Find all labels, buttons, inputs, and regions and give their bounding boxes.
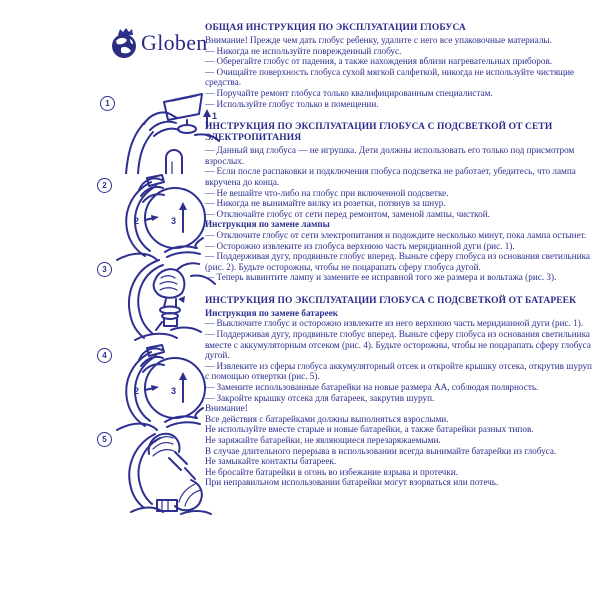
- figure-5-illustration-screwdriver-battery-icon: [105, 424, 217, 516]
- figure-1-illustration-remove-arc-top-icon: [108, 88, 220, 174]
- instruction-paragraph: В случае длительного перерыва в использовании всегда вынимайте батарейки из глобуса.: [205, 445, 557, 456]
- instruction-paragraph: — Очищайте поверхность глобуса сухой мягкой салфеткой, никогда не используйте чистящие средства.: [205, 66, 575, 88]
- instruction-paragraph: — Данный вид глобуса — не игрушка. Дети должны использовать его только под присмотром взрослых.: [205, 145, 575, 166]
- figure-5-number-badge: 5: [97, 432, 112, 447]
- section-body-battery: [205, 308, 595, 488]
- instruction-subheading: Инструкция по замене батареек: [205, 307, 339, 318]
- instruction-paragraph: — Замените использованные батарейки на новые размера АА, соблюдая полярность.: [205, 382, 539, 393]
- instruction-paragraph: — Никогда не вынимайте вилку из розетки, потянув за шнур.: [205, 198, 446, 209]
- instruction-paragraph: Внимание! Прежде чем дать глобус ребенку, удалите с него все упаковочные материалы.: [205, 35, 552, 45]
- section-body-mains: [205, 145, 595, 283]
- instruction-paragraph: — Закройте крышку отсека для батареек, закрутив шуруп.: [205, 392, 435, 403]
- brand-name: Globen: [141, 30, 208, 55]
- instruction-paragraph: Не заряжайте батарейки, не являющиеся перезаряжаемыми.: [205, 435, 441, 445]
- instruction-paragraph: — Извлеките из сферы глобуса аккумуляторный отсек и откройте крышку отсека, открутив шуруп с помощью отвертки (рис. 5).: [205, 360, 592, 382]
- instruction-paragraph: Не бросайте батарейки в огонь во избежание взрыва и протечки.: [205, 466, 459, 477]
- figure-2: [93, 170, 211, 262]
- figure-4-arrow-2-label: 2: [134, 386, 140, 396]
- section-battery-powered-light: [205, 296, 595, 488]
- section-title-mains: ИНСТРУКЦИЯ ПО ЭКСПЛУАТАЦИИ ГЛОБУСА С ПОДСВЕТКОЙ ОТ СЕТИ ЭЛЕКТРОПИТАНИЯ: [205, 122, 553, 144]
- instruction-paragraph: — Если после распаковки и подключения глобуса подсветка не работает, убедитесь, что лампа вкручена до конца.: [205, 166, 576, 187]
- instruction-paragraph: Не используйте вместе старые и новые батарейки, а также батарейки разных типов.: [205, 424, 534, 435]
- figure-2-arrow-2-label: 2: [134, 216, 140, 226]
- figure-3-illustration-replace-lamp-icon: [105, 254, 217, 342]
- figure-4-number-badge: 4: [97, 348, 112, 363]
- instruction-paragraph: — Выключите глобус и осторожно извлеките из него верхнюю часть меридианной дуги (рис. 1).: [205, 318, 584, 329]
- figure-2-illustration-remove-sphere-icon: [105, 170, 217, 262]
- figure-1-number-badge: 1: [100, 96, 115, 111]
- crowned-globe-icon: [108, 26, 140, 60]
- figure-4-arrow-3-label: 3: [171, 386, 177, 396]
- instruction-paragraph: Не замыкайте контакты батареек.: [205, 456, 337, 467]
- instruction-paragraph: — Не вешайте что-либо на глобус при включенной подсветке.: [205, 187, 449, 198]
- instruction-paragraph: — Используйте глобус только в помещении.: [205, 98, 379, 109]
- instruction-paragraph: — Никогда не используйте поврежденный глобус.: [205, 45, 402, 56]
- instruction-paragraph: — Отключайте глобус от сети перед ремонтом, заменой лампы, чисткой.: [205, 208, 490, 219]
- figure-4: [93, 340, 211, 432]
- figure-5: [93, 424, 211, 516]
- instruction-paragraph: Внимание!: [205, 403, 248, 414]
- brand-logo: [108, 26, 208, 60]
- instruction-paragraph: — Поручайте ремонт глобуса только квалифицированным специалистам.: [205, 87, 493, 98]
- figure-2-number-badge: 2: [97, 178, 112, 193]
- figure-2-arrow-3-label: 3: [171, 216, 177, 226]
- instruction-paragraph: При неправильном использовании батарейки могут взорваться или потечь.: [205, 477, 499, 488]
- instruction-paragraph: — Теперь вывинтите лампу и замените ее исправной того же размера и вольтажа (рис. 3).: [205, 272, 557, 283]
- figure-3: [93, 254, 211, 342]
- figure-4-illustration-remove-sphere-battery-icon: [105, 340, 217, 432]
- figure-1: [96, 88, 218, 174]
- section-general-instructions: [205, 23, 595, 109]
- figure-1-arrow-label: 1: [212, 111, 218, 121]
- instruction-paragraph: — Поддерживая дугу, продвиньте глобус вперед. Выньте сферу глобуса из основания светильника вместе с аккумуляторным отсеком (рис. 4). Будьте осторожны, чтобы не поцарапать сферу глобуса дугой.: [205, 329, 591, 361]
- instruction-paragraph: — Отключите глобус от сети электропитания и подождите несколько минут, пока лампа остынет.: [205, 229, 587, 240]
- section-title-general: ОБЩАЯ ИНСТРУКЦИЯ ПО ЭКСПЛУАТАЦИИ ГЛОБУСА: [205, 23, 466, 33]
- instruction-paragraph: — Поддерживая дугу, продвиньте глобус вперед. Выньте сферу глобуса из основания светильника (рис. 2). Будьте осторожны, чтобы не поцарапать сферу глобуса дугой.: [205, 251, 590, 272]
- instruction-paragraph: — Осторожно извлеките из глобуса верхнюю часть меридианной дуги (рис. 1).: [205, 240, 515, 251]
- instruction-subheading: Инструкция по замене лампы: [205, 219, 330, 230]
- figure-3-number-badge: 3: [97, 262, 112, 277]
- section-mains-powered-light: [205, 122, 595, 283]
- instructions-text: [205, 23, 595, 501]
- instruction-paragraph: — Оберегайте глобус от падения, а также нахождения вблизи нагревательных приборов.: [205, 56, 553, 67]
- section-title-battery: ИНСТРУКЦИЯ ПО ЭКСПЛУАТАЦИИ ГЛОБУСА С ПОДСВЕТКОЙ ОТ БАТАРЕЕК: [205, 295, 577, 306]
- instruction-paragraph: Все действия с батарейками должны выполняться взрослыми.: [205, 413, 449, 424]
- section-body-general: [205, 35, 595, 109]
